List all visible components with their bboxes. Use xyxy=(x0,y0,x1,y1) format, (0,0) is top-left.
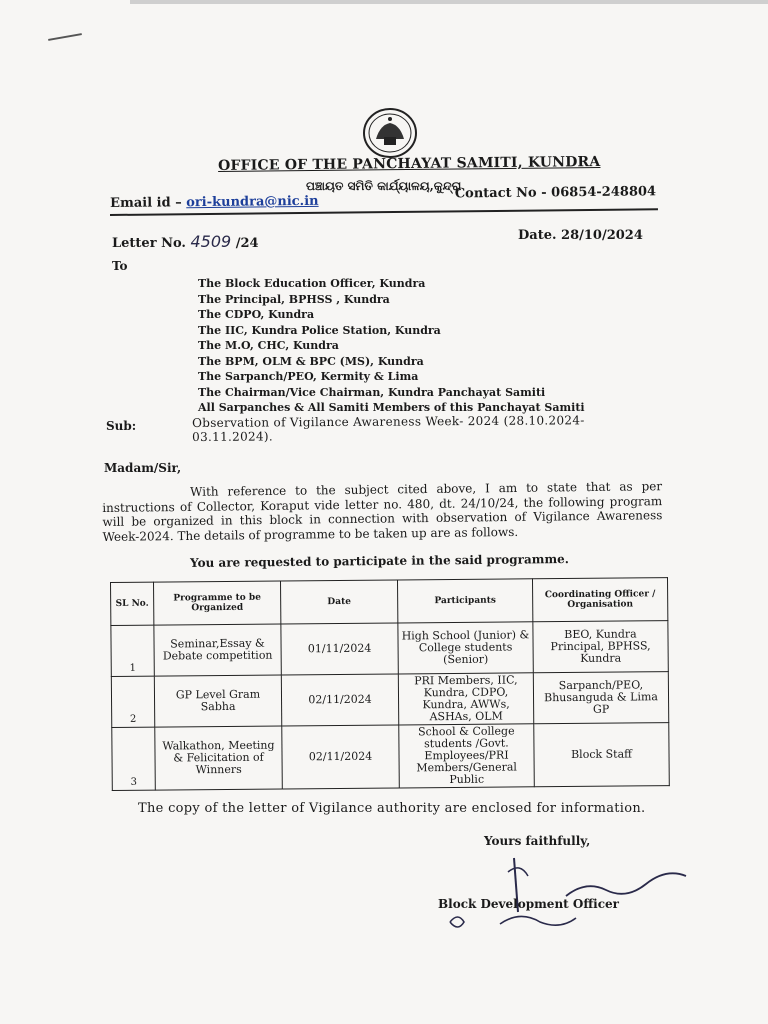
email-link[interactable]: ori-kundra@nic.in xyxy=(186,193,319,211)
cell-programme: GP Level Gram Sabha xyxy=(154,675,281,727)
cell-sl: 2 xyxy=(111,676,154,727)
header-date: Date xyxy=(280,580,397,624)
enclosure-note xyxy=(96,800,648,818)
cell-coordinator: Block Staff xyxy=(534,723,670,787)
programme-table xyxy=(110,577,670,791)
body-paragraph-text: With reference to the subject cited above, I am to state that as per instructions of Collector, Koraput vide letter no. 480, dt. 24/10/24, the following program will be organized in this block in connection with observation of Vigilance Awareness Week-2024. The details of programme to be taken up are as follows. xyxy=(102,479,663,544)
salutation: Madam/Sir, xyxy=(104,461,182,475)
recipient-item: The Sarpanch/PEO, Kermity & Lima xyxy=(198,370,419,383)
contact-label: Contact No - xyxy=(454,185,547,202)
recipient-item: The Block Education Officer, Kundra xyxy=(198,277,426,290)
contact-block xyxy=(455,184,656,201)
letter-number-handwritten: 4509 xyxy=(190,232,232,251)
table-row xyxy=(112,723,670,791)
office-title-odia: ପଞ୍ଚାୟତ ସମିତି କାର୍ଯ୍ୟାଳୟ,କୁନ୍ଦ୍ରା xyxy=(306,179,462,193)
letter-number-label: Letter No. xyxy=(112,236,186,251)
header-sl: SL No. xyxy=(111,582,154,625)
cell-coordinator: Sarpanch/PEO, Bhusanguda & Lima GP xyxy=(533,672,668,724)
recipient-item: The BPM, OLM & BPC (MS), Kundra xyxy=(198,354,424,368)
cell-sl: 1 xyxy=(111,625,154,676)
date-value: 28/10/2024 xyxy=(561,228,643,243)
cell-sl: 3 xyxy=(112,727,156,790)
email-block xyxy=(110,194,319,211)
date-label: Date. xyxy=(518,228,557,243)
recipient-item: The CDPO, Kundra xyxy=(198,308,315,321)
table-header-row xyxy=(111,578,668,626)
recipient-item: All Sarpanches & All Samiti Members of this Panchayat Samiti xyxy=(198,401,585,414)
top-border-line xyxy=(130,0,768,4)
contact-number: 06854-248804 xyxy=(551,184,657,201)
cell-participants: High School (Junior) & College students (Senior) xyxy=(398,622,533,674)
pen-mark xyxy=(48,33,82,41)
cell-date: 02/11/2024 xyxy=(281,674,398,726)
letter-date xyxy=(518,228,643,243)
letter-number-suffix: /24 xyxy=(235,236,259,251)
cell-coordinator: BEO, Kundra Principal, BPHSS, Kundra xyxy=(533,621,668,673)
cell-programme: Walkathon, Meeting & Felicitation of Winners xyxy=(155,726,283,790)
recipient-item: The IIC, Kundra Police Station, Kundra xyxy=(198,323,441,337)
subject-text: Observation of Vigilance Awareness Week- 2024 (28.10.2024-03.11.2024). xyxy=(192,413,585,444)
header-coordinator: Coordinating Officer / Organisation xyxy=(532,578,667,622)
closing-phrase: Yours faithfully, xyxy=(484,834,591,848)
body-paragraph xyxy=(102,479,663,544)
header-programme: Programme to be Organized xyxy=(154,581,281,625)
cell-date: 01/11/2024 xyxy=(281,623,398,675)
letter-number xyxy=(112,232,259,251)
cell-participants: School & College students /Govt. Employees/PRI Members/General Public xyxy=(399,724,535,788)
header-participants: Participants xyxy=(397,579,532,623)
email-label: Email id – xyxy=(110,195,182,211)
recipient-list xyxy=(198,276,585,416)
recipient-item: The M.O, CHC, Kundra xyxy=(198,339,339,352)
signatory-title: Block Development Officer xyxy=(438,897,620,911)
cell-programme: Seminar,Essay & Debate competition xyxy=(154,624,281,676)
odisha-emblem-icon xyxy=(362,107,418,159)
table-row xyxy=(111,672,668,728)
enclosure-note-text: The copy of the letter of Vigilance authority are enclosed for information. xyxy=(138,801,646,816)
subject-label: Sub: xyxy=(106,419,137,433)
recipient-item: The Chairman/Vice Chairman, Kundra Panchayat Samiti xyxy=(198,385,546,399)
office-title: OFFICE OF THE PANCHAYAT SAMITI, KUNDRA xyxy=(218,153,601,174)
cell-participants: PRI Members, IIC, Kundra, CDPO, Kundra, AWWs, ASHAs, OLM xyxy=(398,673,533,725)
cell-date: 02/11/2024 xyxy=(282,725,400,789)
recipient-item: The Principal, BPHSS , Kundra xyxy=(198,292,390,306)
participation-request: You are requested to participate in the said programme. xyxy=(190,552,570,570)
to-label: To xyxy=(112,259,128,273)
table-row xyxy=(111,621,668,677)
